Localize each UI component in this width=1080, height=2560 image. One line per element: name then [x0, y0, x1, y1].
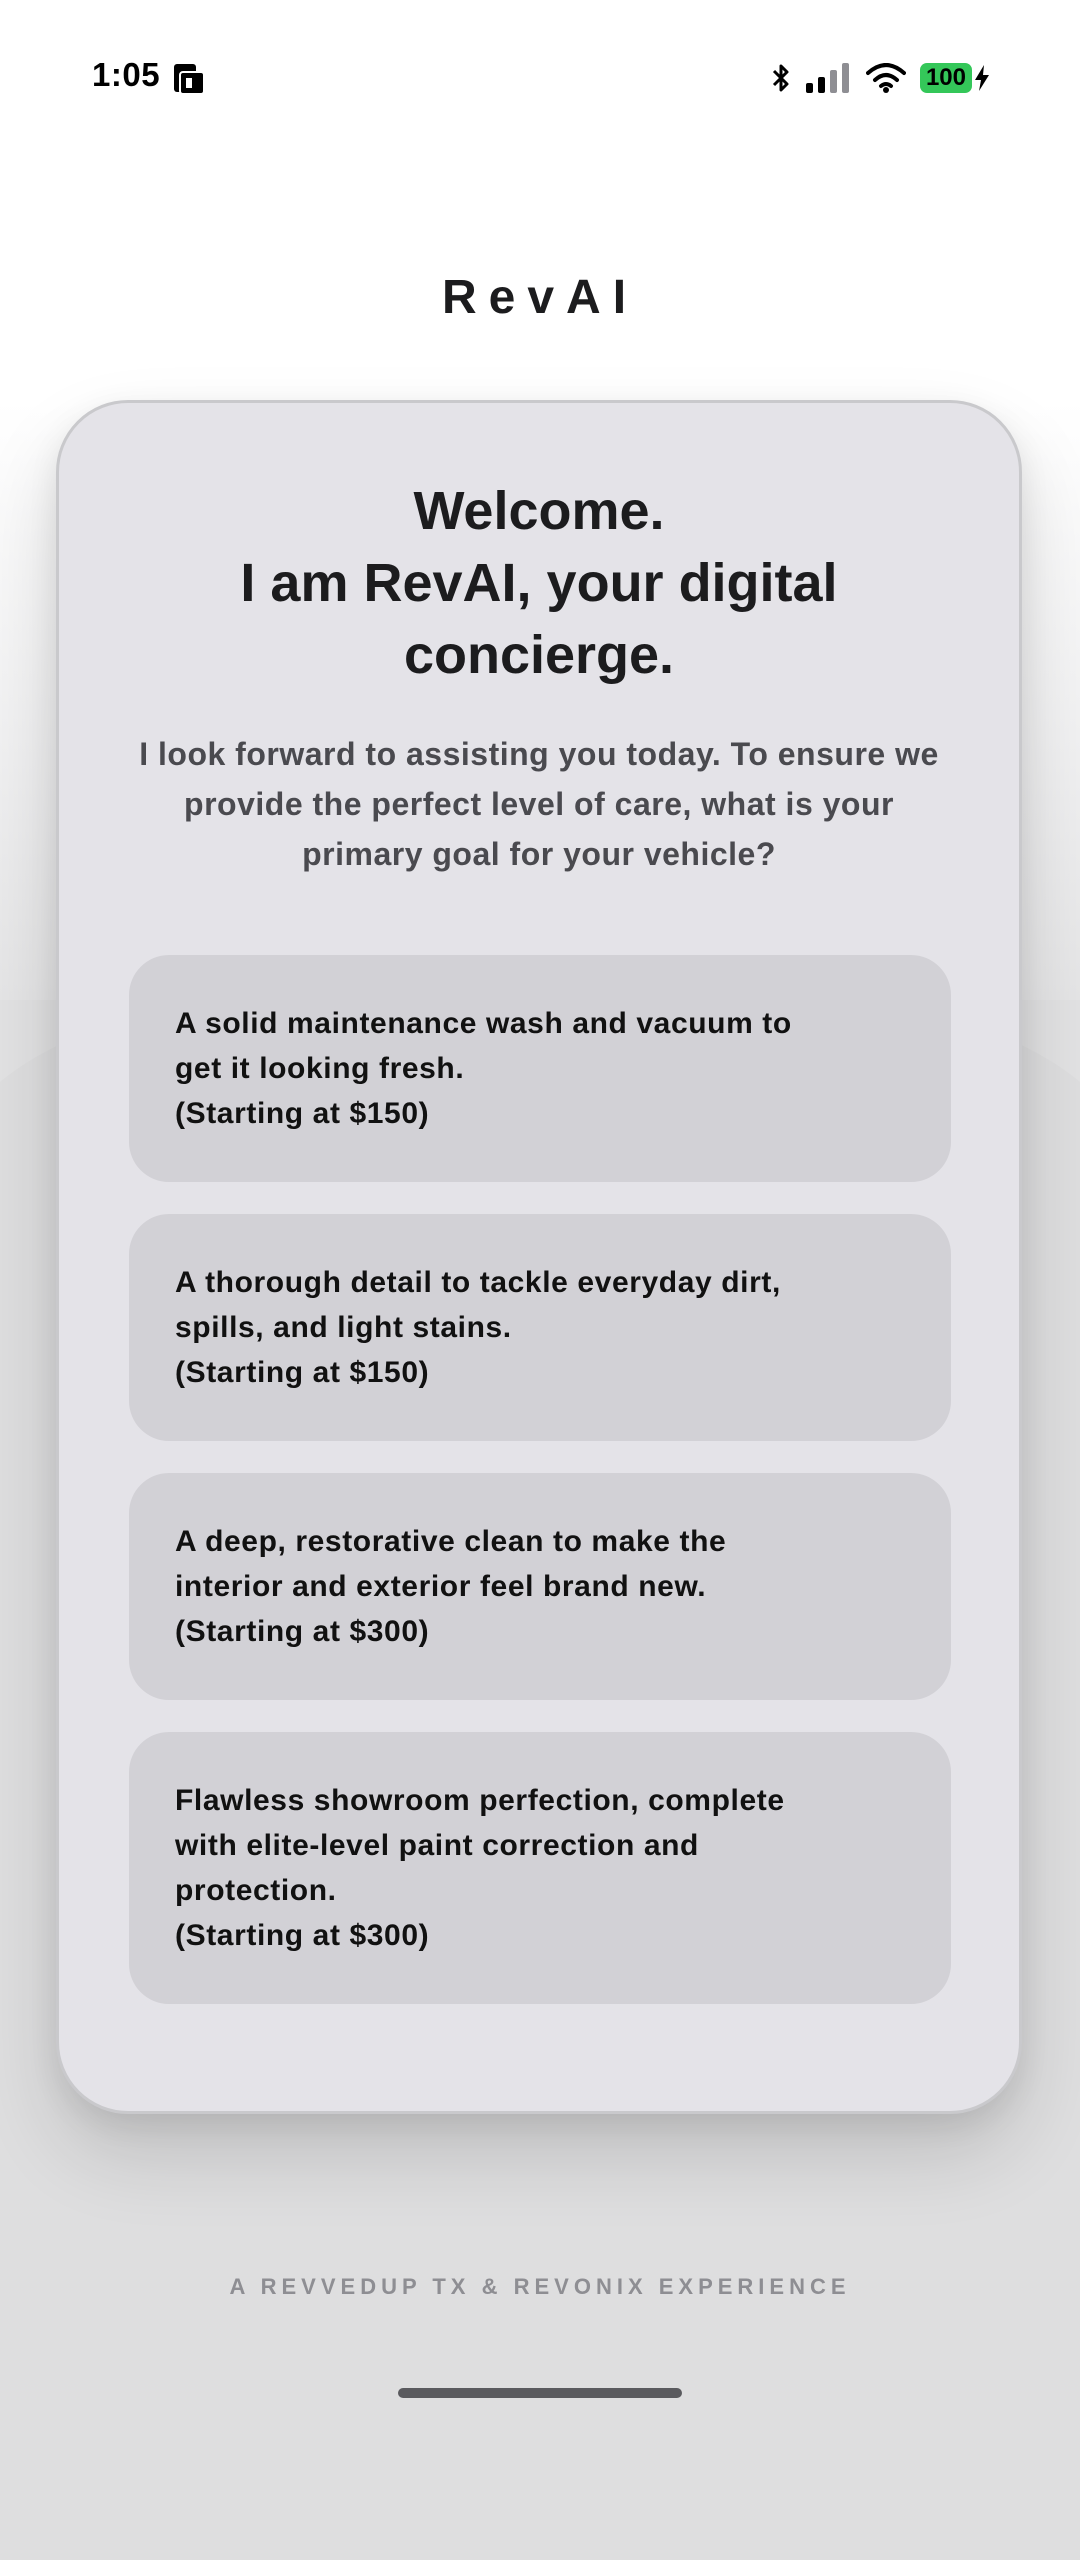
- sim-icon: [172, 60, 206, 96]
- goal-option-showroom-perfection[interactable]: [129, 1732, 951, 2004]
- welcome-heading-line: Welcome.: [413, 481, 665, 541]
- option-description: A thorough detail to tackle everyday dirt, spills, and light stains.: [175, 1266, 781, 1344]
- welcome-subtext: I look forward to assisting you today. To ensure we provide the perfect level of care, what is your primary goal for your vehicle?: [139, 736, 939, 872]
- app-title: RevAI: [441, 271, 639, 324]
- concierge-card: [56, 400, 1022, 2114]
- welcome-heading-line: concierge.: [403, 625, 675, 685]
- welcome-heading: [59, 475, 1019, 691]
- option-description: A deep, restorative clean to make the interior and exterior feel brand new.: [175, 1525, 727, 1603]
- cellular-signal-icon: [806, 63, 852, 93]
- goal-option-deep-restorative[interactable]: [129, 1473, 951, 1700]
- option-description: A solid maintenance wash and vacuum to get it looking fresh.: [175, 1007, 792, 1085]
- goal-options: [129, 955, 951, 2036]
- battery-icon: [920, 63, 990, 93]
- charging-bolt-icon: [974, 65, 990, 91]
- option-price: (Starting at $300): [175, 1615, 430, 1648]
- battery-level: 100: [920, 63, 972, 93]
- option-price: (Starting at $300): [175, 1919, 430, 1952]
- option-price: (Starting at $150): [175, 1356, 430, 1389]
- status-time: 1:05: [92, 56, 161, 93]
- status-icons: [770, 58, 990, 98]
- home-indicator[interactable]: [398, 2388, 682, 2398]
- goal-option-maintenance-wash[interactable]: [129, 955, 951, 1182]
- option-price: (Starting at $150): [175, 1097, 430, 1130]
- bluetooth-icon: [770, 62, 792, 94]
- status-bar: [0, 0, 1080, 150]
- welcome-heading-line: I am RevAI, your digital: [240, 553, 838, 613]
- goal-option-thorough-detail[interactable]: [129, 1214, 951, 1441]
- footer-tagline: A REVVEDUP TX & REVONIX EXPERIENCE: [229, 2274, 851, 2299]
- option-description: Flawless showroom perfection, complete with elite-level paint correction and protection.: [175, 1784, 785, 1907]
- wifi-icon: [866, 63, 906, 93]
